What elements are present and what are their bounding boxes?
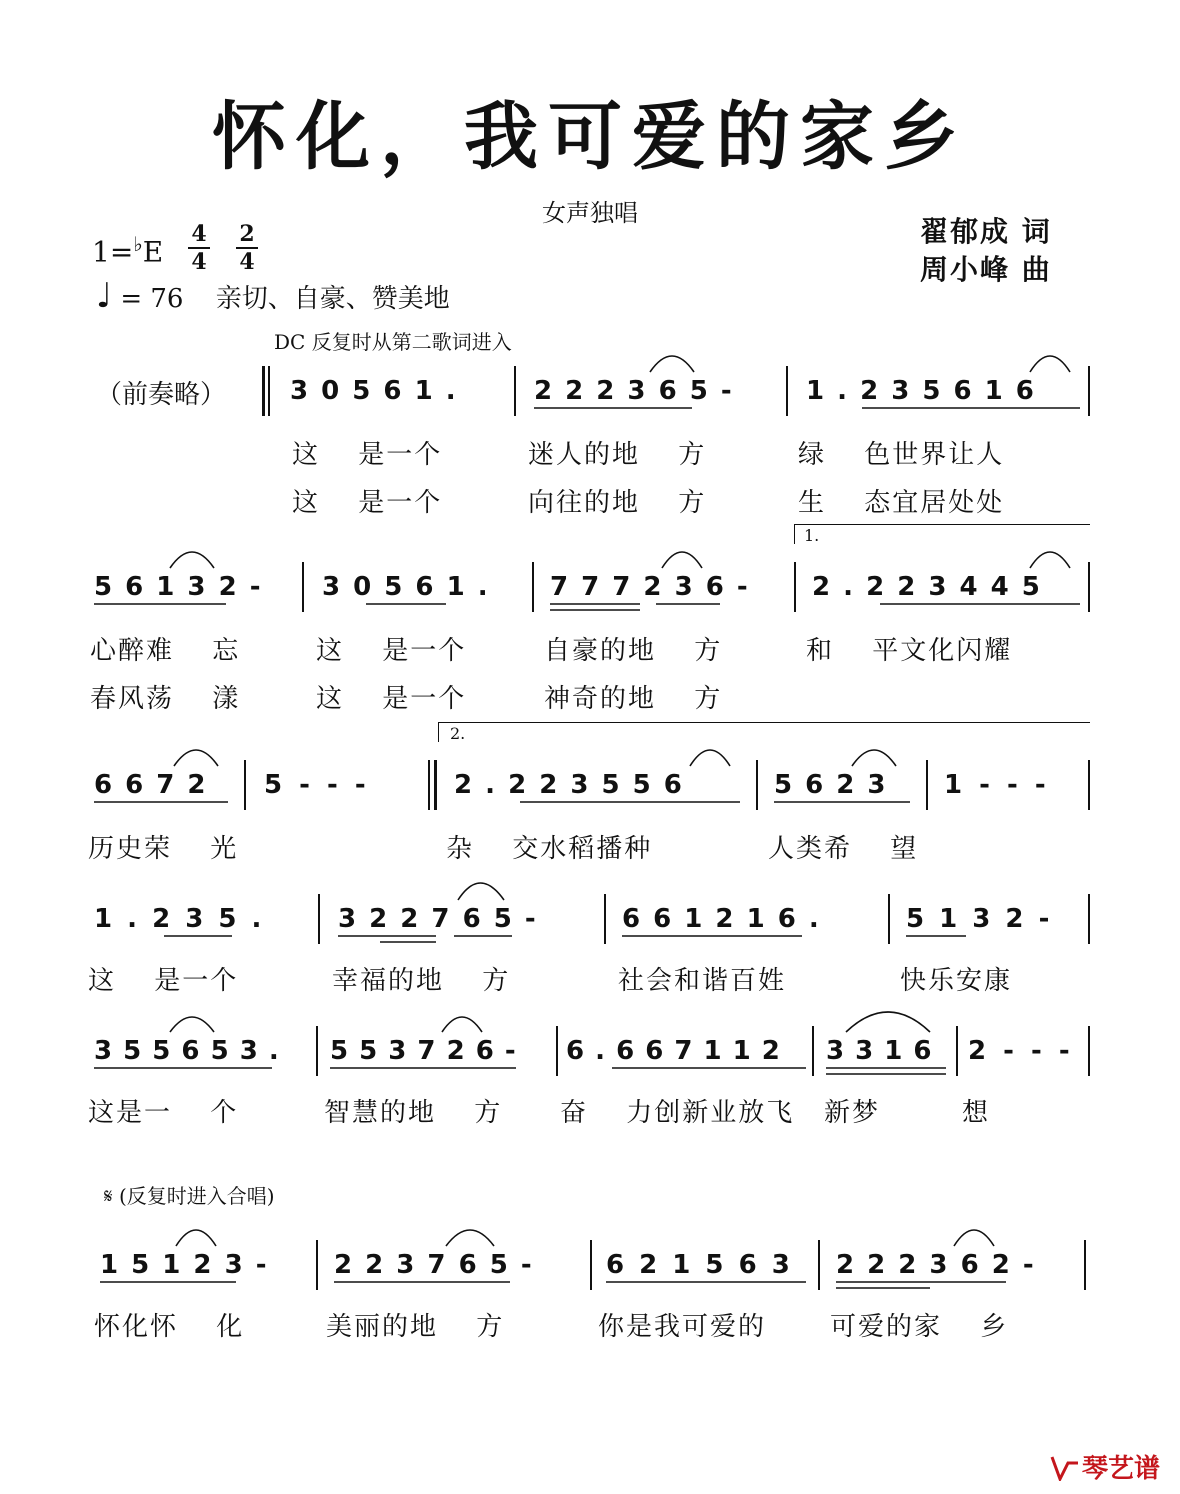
slur-mark (852, 750, 896, 766)
lyrics-4-3: 社会和谐百姓 (618, 966, 787, 996)
lyrics-3-3: 杂 交水稻播种 (446, 834, 653, 864)
notes-bar-2-4: 2 . 2 2 3 4 4 5 (812, 572, 1040, 602)
slur-mark (662, 552, 702, 568)
lyrics-3-1: 历史荣 光 (88, 834, 239, 864)
lyrics-6-3: 你是我可爱的 (598, 1312, 767, 1342)
notes-bar-3-4: 5 6 2 3 (774, 770, 886, 800)
notes-bar-6-1: 1 5 1 2 3 - (100, 1250, 267, 1280)
piano-logo-icon (1050, 1455, 1080, 1481)
lyrics-6-2: 美丽的地 方 (326, 1312, 505, 1342)
slur-mark (690, 750, 730, 766)
slur-mark (650, 356, 694, 372)
notes-bar-4-3: 6 6 1 2 1 6 . (622, 904, 819, 934)
volta-1-label: 1. (804, 526, 820, 545)
notes-bar-2-1: 5 6 1 3 2 - (94, 572, 261, 602)
slur-mark (174, 750, 218, 766)
notes-bar-6-2: 2 2 3 7 6 5 - (334, 1250, 532, 1280)
slur-mark (170, 552, 214, 568)
lyrics-1-3-a: 绿 色世界让人 (798, 440, 1005, 470)
lyrics-2-2-b: 这 是一个 (316, 684, 467, 714)
notes-bar-1-2: 2 2 2 3 6 5 - (534, 376, 732, 406)
lyrics-1-1-a: 这 是一个 (292, 440, 443, 470)
lyrics-6-1: 怀化怀 化 (94, 1312, 245, 1342)
lyrics-1-2-b: 向往的地 方 (528, 488, 707, 518)
lyrics-1-2-a: 迷人的地 方 (528, 440, 707, 470)
notes-bar-6-4: 2 2 2 3 6 2 - (836, 1250, 1034, 1280)
key-note: E (142, 235, 164, 269)
lyrics-1-1-b: 这 是一个 (292, 488, 443, 518)
tempo-value: = 76 (120, 284, 184, 314)
slur-mark (458, 883, 504, 900)
lyricist-credit: 翟郁成 词 (920, 215, 1052, 248)
lyrics-5-3: 奋 力创新业放飞 (560, 1098, 795, 1128)
lyrics-4-1: 这 是一个 (88, 966, 239, 996)
notes-bar-1-1: 3 0 5 6 1 . (290, 376, 456, 406)
slur-mark (1030, 356, 1070, 372)
tempo-expression: 亲切、自豪、赞美地 (215, 284, 450, 314)
lyrics-2-3-b: 神奇的地 方 (544, 684, 723, 714)
lyrics-2-4-a: 和 平文化闪耀 (806, 636, 1013, 666)
volta-2-label: 2. (450, 724, 466, 743)
key-prefix: 1= (92, 235, 134, 269)
notes-bar-4-4: 5 1 3 2 - (906, 904, 1050, 934)
time-sig-bottom: 4 (191, 249, 207, 275)
slur-mark (176, 1230, 216, 1246)
lyrics-6-4: 可爱的家 乡 (830, 1312, 1009, 1342)
composer-credit: 周小峰 曲 (920, 253, 1052, 286)
lyrics-2-1-a: 心醉难 忘 (90, 636, 241, 666)
notes-bar-3-3: 2 . 2 2 3 5 5 6 (454, 770, 682, 800)
slur-mark (442, 1017, 482, 1032)
lyrics-5-5: 想 (962, 1098, 991, 1128)
segno-instruction: 𝄋 (反复时进入合唱) (104, 1184, 275, 1208)
lyrics-1-3-b: 生 态宜居处处 (798, 488, 1005, 518)
notes-bar-3-2: 5 - - - (264, 770, 366, 800)
slur-mark (1030, 552, 1070, 568)
notes-bar-6-3: 6 2 1 5 6 3 (606, 1250, 790, 1280)
lyrics-2-1-b: 春风荡 漾 (90, 684, 241, 714)
slur-mark (846, 1012, 930, 1032)
slur-mark (446, 1230, 494, 1246)
lyrics-2-2-a: 这 是一个 (316, 636, 467, 666)
lyrics-5-1: 这是一 个 (88, 1098, 239, 1128)
quarter-note-icon: ♩ (96, 276, 113, 316)
slur-mark (170, 1017, 214, 1032)
slur-mark (954, 1230, 994, 1246)
time-sig-top: 2 (239, 221, 255, 247)
lyrics-4-4: 快乐安康 (900, 966, 1013, 996)
notes-bar-5-3: 6 . 6 6 7 1 1 2 (566, 1036, 780, 1066)
notes-bar-4-2: 3 2 2 7 6 5 - (338, 904, 536, 934)
watermark-text: 琴艺谱 (1081, 1454, 1160, 1484)
time-sig-top: 4 (191, 221, 207, 247)
notes-bar-5-4: 3 3 1 6 (826, 1036, 932, 1066)
notes-bar-3-1: 6 6 7 2 (94, 770, 206, 800)
lyrics-4-2: 幸福的地 方 (332, 966, 511, 996)
watermark-logo (1050, 1448, 1160, 1485)
notes-bar-5-1: 3 5 5 6 5 3 . (94, 1036, 279, 1066)
notes-bar-1-3: 1 . 2 3 5 6 1 6 (806, 376, 1034, 406)
notes-bar-5-5: 2 - - - (968, 1036, 1070, 1066)
song-title: 怀化，我可爱的家乡 (212, 94, 968, 180)
dc-instruction: DC 反复时从第二歌词进入 (274, 330, 512, 354)
time-sig-bottom: 4 (239, 249, 255, 275)
lyrics-2-3-a: 自豪的地 方 (544, 636, 723, 666)
notes-bar-5-2: 5 5 3 7 2 6 - (330, 1036, 516, 1066)
flat-symbol: ♭ (133, 232, 143, 256)
lyrics-5-4: 新梦 (824, 1098, 881, 1128)
lyrics-5-2: 智慧的地 方 (324, 1098, 503, 1128)
performance-type: 女声独唱 (542, 199, 638, 227)
notes-bar-2-3: 7 7 7 2 3 6 - (550, 572, 748, 602)
notes-bar-3-5: 1 - - - (944, 770, 1046, 800)
lyrics-3-4: 人类希 望 (768, 834, 919, 864)
notes-bar-4-1: 1 . 2 3 5 . (94, 904, 262, 934)
intro-note: （前奏略） (96, 380, 227, 410)
notes-bar-2-2: 3 0 5 6 1 . (322, 572, 488, 602)
